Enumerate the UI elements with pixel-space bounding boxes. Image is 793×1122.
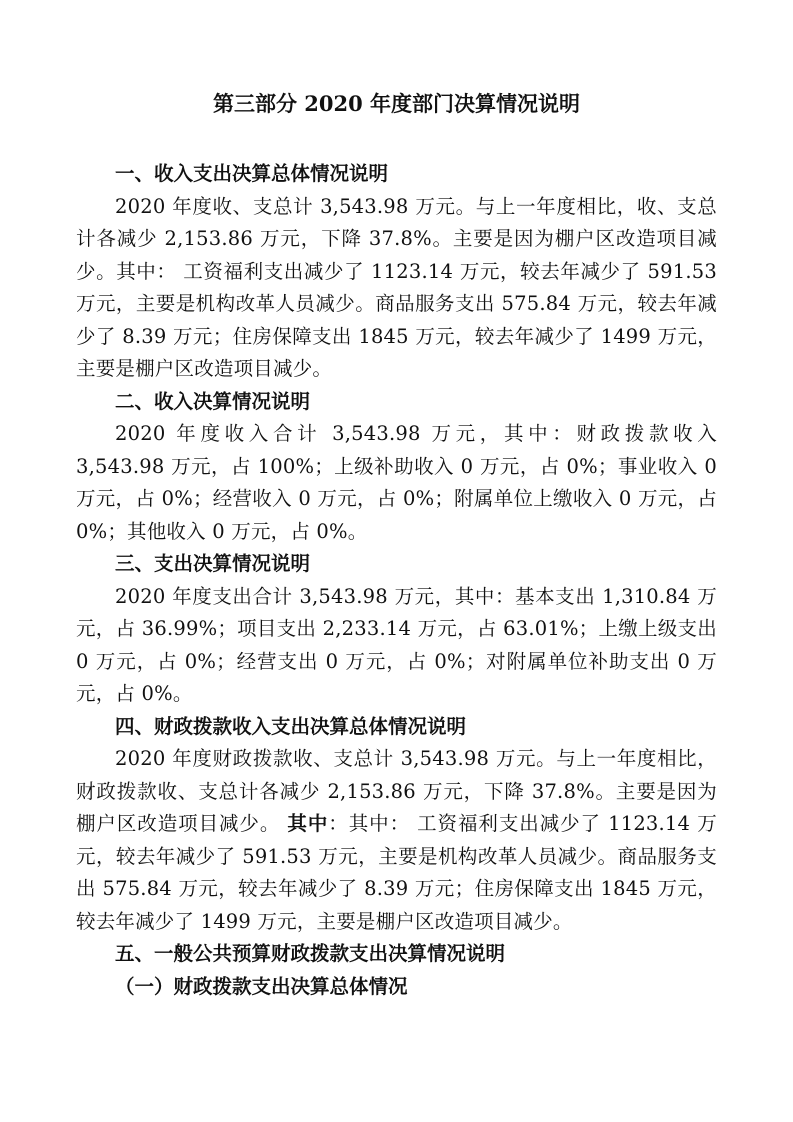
- section-text-2: 2020 年度收入合计 3,543.98 万元，其中：财政拨款收入 3,543.98 万元，占 100%；上级补助收入 0 万元，占 0%；事业收入 0 万元，占 0%；经营收入 0 万元，占 0%；附属单位上缴收入 0 万元，占 0%；其他收入 0 万元，占 0%。: [76, 422, 717, 543]
- section-text-1: 2020 年度收、支总计 3,543.98 万元。与上一年度相比，收、支总计各减少 2,153.86 万元，下降 37.8%。主要是因为棚户区改造项目减少。其中： 工资福利支出减少了 1123.14 万元，较去年减少了 591.53 万元，主要是机构改革人员减少。商品服务支出 575.84 万元，较去年减少了 8.39 万元；住房保障支出 1845 万元，较去年减少了 1499 万元，主要是棚户区改造项目减少。: [76, 194, 717, 380]
- section-heading-4: 四、财政拨款收入支出决算总体情况说明: [115, 714, 467, 738]
- page-title: 第三部分 2020 年度部门决算情况说明: [212, 91, 581, 116]
- section-text-4-part-2: ：其中： 工资福利支出减少了 1123.14 万元，较去年减少了 591.53 万元，主要是机构改革人员减少。商品服务支出 575.84 万元，较去年减少了 8.39 万元；住房保障支出 1845 万元，较去年减少了 1499 万元，主要是棚户区改造项目减少。: [76, 812, 717, 933]
- section-text-4-bold: 其中: [287, 812, 329, 835]
- section-text-4: [76, 743, 717, 938]
- section-subheading-5-1: （一）财政拨款支出决算总体情况: [115, 974, 408, 998]
- section-text-3: 2020 年度支出合计 3,543.98 万元，其中：基本支出 1,310.84 万元，占 36.99%；项目支出 2,233.14 万元，占 63.01%；上缴上级支出 0 万元，占 0%；经营支出 0 万元，占 0%；对附属单位补助支出 0 万元，占 0%。: [76, 584, 717, 705]
- section-heading-5: 五、一般公共预算财政拨款支出决算情况说明: [115, 942, 506, 965]
- section-text-4-part-1: 2020 年度财政拨款收、支总计 3,543.98 万元。与上一年度相比，财政拨款收、支总计各减少 2,153.86 万元，下降 37.8%。主要是因为棚户区改造项目减少。: [76, 747, 717, 835]
- section-heading-2: 二、收入决算情况说明: [115, 389, 311, 413]
- section-heading-1: 一、收入支出决算总体情况说明: [115, 162, 389, 185]
- section-heading-3: 三、支出决算情况说明: [115, 552, 311, 575]
